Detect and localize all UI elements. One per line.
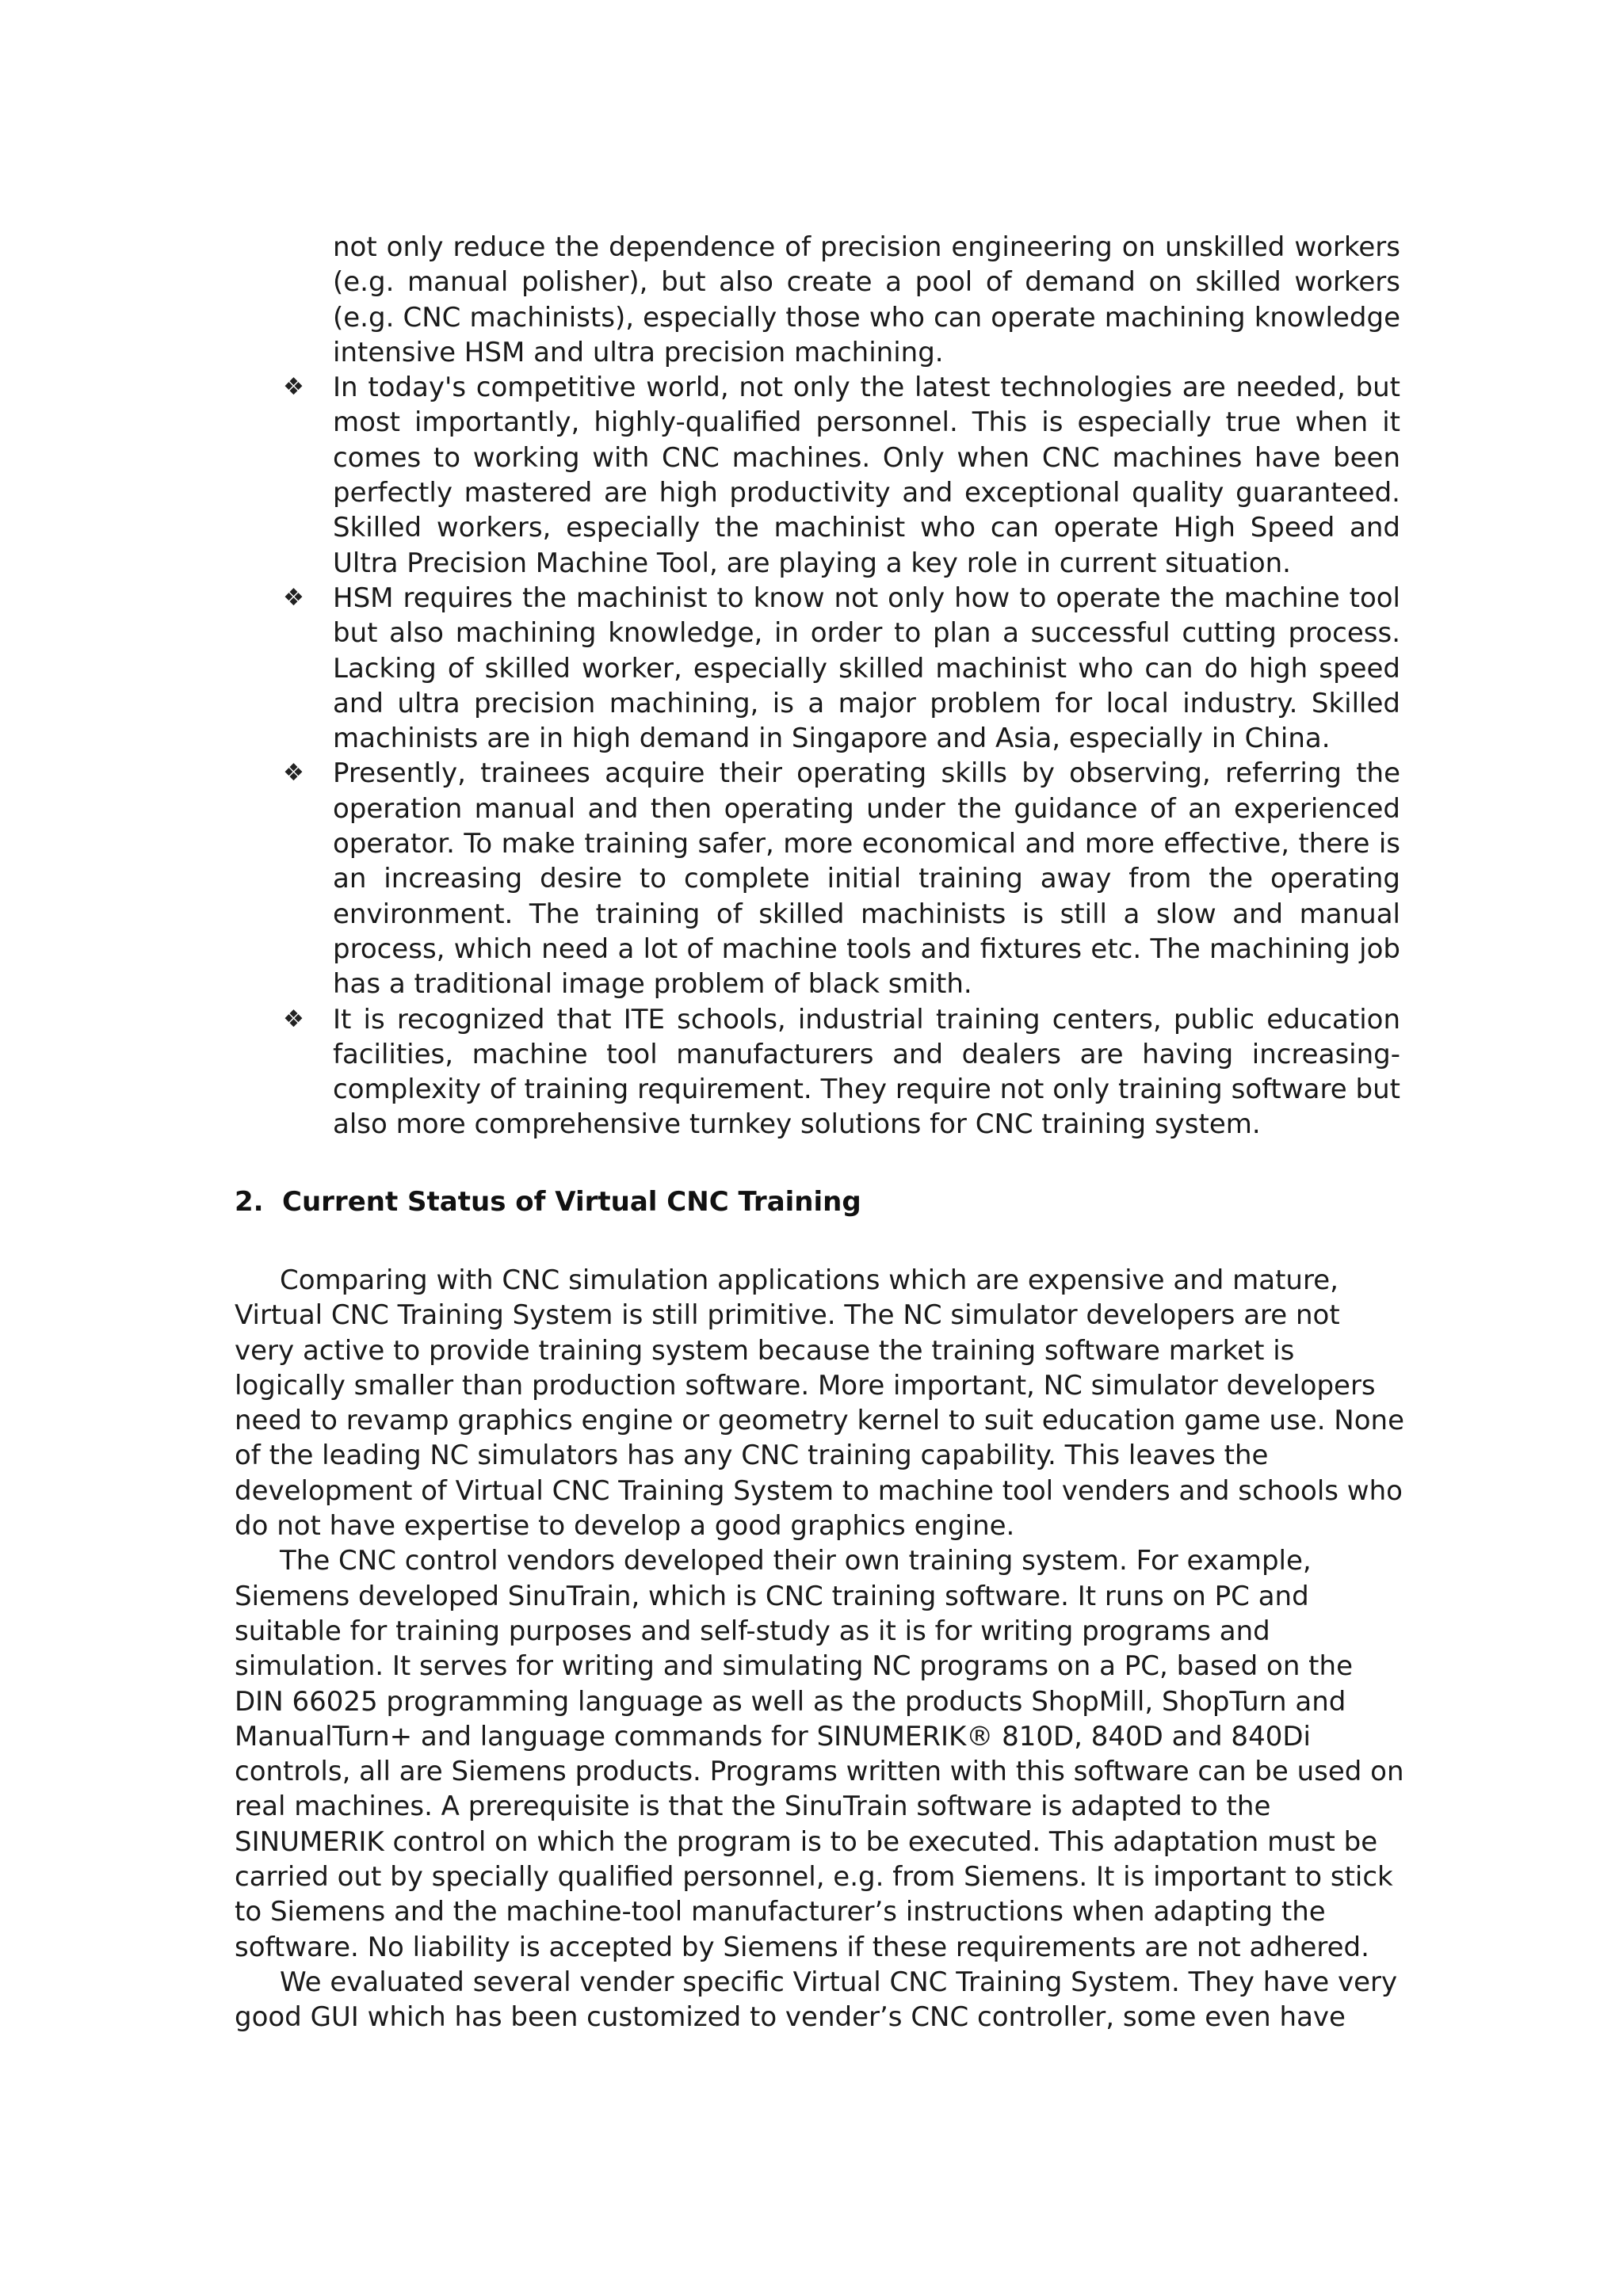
bullet-item-competitive-world	[283, 370, 1400, 581]
bullet-continuation	[283, 230, 1400, 370]
paragraph-comparing: Comparing with CNC simulation applications which are expensive and mature, Virtual CNC Training System is still primitive. The NC simulator developers are not very active to provide training system because the training software market is logically smaller than production software. More important, NC simulator developers need to revamp graphics engine or geometry kernel to suit education game use. None of the leading NC simulators has any CNC training capability. This leaves the development of Virtual CNC Training System to machine tool venders and schools who do not have expertise to develop a good graphics engine.	[235, 1264, 1405, 1543]
bullet-item-hsm	[283, 581, 1400, 756]
continuation-text: not only reduce the dependence of precision engineering on unskilled workers (e.g. manual polisher), but also create a pool of demand on skilled workers (e.g. CNC machinists), especially those who can operate machining knowledge intensive HSM and ultra precision machining.	[333, 231, 1400, 368]
section-heading	[235, 1184, 861, 1219]
bullet-text: It is recognized that ITE schools, industrial training centers, public education facilities, machine tool manufacturers and dealers are having increasing-complexity of training requirement. They require not only training software but also more comprehensive turnkey solutions for CNC training system.	[333, 1003, 1400, 1141]
diamond-bullet-icon: ❖	[283, 373, 304, 402]
section-title: Current Status of Virtual CNC Training	[282, 1186, 861, 1218]
bullet-text: Presently, trainees acquire their operating skills by observing, referring the operation manual and then operating under the guidance of an experienced operator. To make training safer, more economical and more effective, there is an increasing desire to complete initial training away from the operating environment. The training of skilled machinists is still a slow and manual process, which need a lot of machine tools and fixtures etc. The machining job has a traditional image problem of black smith.	[333, 757, 1400, 1001]
bullet-text: In today's competitive world, not only the latest technologies are needed, but most importantly, highly-qualified personnel. This is especially true when it comes to working with CNC machines. Only when CNC machines have been perfectly mastered are high productivity and exceptional quality guaranteed. Skilled workers, especially the machinist who can operate High Speed and Ultra Precision Machine Tool, are playing a key role in current situation.	[333, 372, 1400, 579]
paragraph-cnc-vendors: The CNC control vendors developed their own training system. For example, Siemens developed SinuTrain, which is CNC training software. It runs on PC and suitable for training purposes and self-study as it is for writing programs and simulation. It serves for writing and simulating NC programs on a PC, based on the DIN 66025 programming language as well as the products ShopMill, ShopTurn and ManualTurn+ and language commands for SINUMERIK® 810D, 840D and 840Di controls, all are Siemens products. Programs written with this software can be used on real machines. A prerequisite is that the SinuTrain software is adapted to the SINUMERIK control on which the program is to be executed. This adaptation must be carried out by specially qualified personnel, e.g. from Siemens. It is important to stick to Siemens and the machine-tool manufacturer’s instructions when adapting the software. No liability is accepted by Siemens if these requirements are not adhered.	[235, 1545, 1404, 1963]
diamond-bullet-icon: ❖	[283, 583, 304, 612]
diamond-bullet-icon: ❖	[283, 759, 304, 788]
bullet-text: HSM requires the machinist to know not only how to operate the machine tool but also machining knowledge, in order to plan a successful cutting process. Lacking of skilled worker, especially skilled machinist who can do high speed and ultra precision machining, is a major problem for local industry. Skilled machinists are in high demand in Singapore and Asia, especially in China.	[333, 582, 1400, 755]
diamond-bullet-icon: ❖	[283, 1005, 304, 1033]
section-body	[235, 1263, 1407, 2035]
bullet-item-trainees	[283, 756, 1400, 1001]
bullet-item-ite-schools	[283, 1002, 1400, 1142]
paragraph-evaluated: We evaluated several vender specific Virtual CNC Training System. They have very good GUI which has been customized to vender’s CNC controller, some even have	[235, 1966, 1398, 2034]
bullet-list	[283, 230, 1400, 1142]
section-number: 2.	[235, 1186, 264, 1218]
